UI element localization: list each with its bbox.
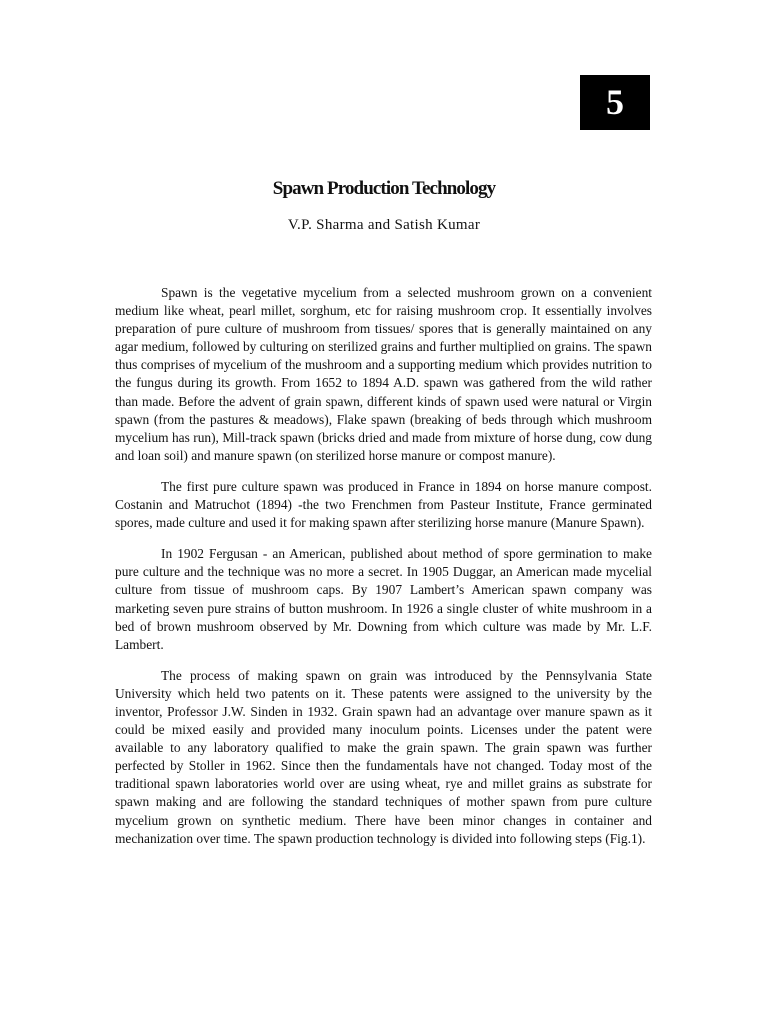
- paragraph-spawn-definition: Spawn is the vegetative mycelium from a selected mushroom grown on a convenient medium like wheat, pearl millet, sorghum, etc for raising mushroom crop. It essentially involves preparation of pure culture of mushroom from tissues/ spores that is generally maintained on any agar medium, followed by culturing on sterilized grains and further multiplied on grains. The spawn thus comprises of mycelium of the mushroom and a supporting medium which provides nutrition to the fungus during its growth. From 1652 to 1894 A.D. spawn was gathered from the wild rather than made. Before the advent of grain spawn, different kinds of spawn used were natural or Virgin spawn (from the pastures & meadows), Flake spawn (breaking of beds through which mushroom mycelium has run), Mill-track spawn (bricks dried and made from mixture of horse dung, cow dung and loan soil) and manure spawn (on sterilized horse manure or compost manure).: [115, 285, 652, 463]
- paragraph-american-developments: In 1902 Fergusan - an American, published about method of spore germination to make pure culture and the technique was no more a secret. In 1905 Duggar, an American made mycelial culture from tissue of mushroom caps. By 1907 Lambert’s American spawn company was marketing seven pure strains of button mushroom. In 1926 a single cluster of white mushroom in a bed of brown mushroom observed by Mr. Downing from which culture was made by Mr. L.F. Lambert.: [115, 546, 652, 652]
- body-text: [115, 284, 652, 861]
- chapter-authors: V.P. Sharma and Satish Kumar: [287, 217, 481, 233]
- chapter-title: Spawn Production Technology: [272, 178, 496, 199]
- chapter-number: 5: [606, 82, 624, 122]
- paragraph-grain-spawn: The process of making spawn on grain was introduced by the Pennsylvania State University which held two patents on it. These patents were assigned to the university by the inventor, Professor J.W. Sinden in 1932. Grain spawn had an advantage over manure spawn as it could be mixed easily and provided many inoculum points. Licenses under the patent were available to any laboratory qualified to make the grain spawn. The grain spawn was further perfected by Stoller in 1962. Since then the fundamentals have not changed. Today most of the traditional spawn laboratories world over are using wheat, rye and millet grains as substrate for spawn making and are following the standard techniques of mother spawn from pure culture mycelium grown on synthetic medium. There have been minor changes in container and mechanization over time. The spawn production technology is divided into following steps (Fig.1).: [115, 667, 652, 846]
- chapter-number-badge: [580, 75, 650, 130]
- paragraph-first-pure-culture: The first pure culture spawn was produced in France in 1894 on horse manure compost. Costanin and Matruchot (1894) -the two Frenchmen from Pasteur Institute, France germinated spores, made culture and used it for making spawn after sterilizing horse manure (Manure Spawn).: [115, 478, 652, 531]
